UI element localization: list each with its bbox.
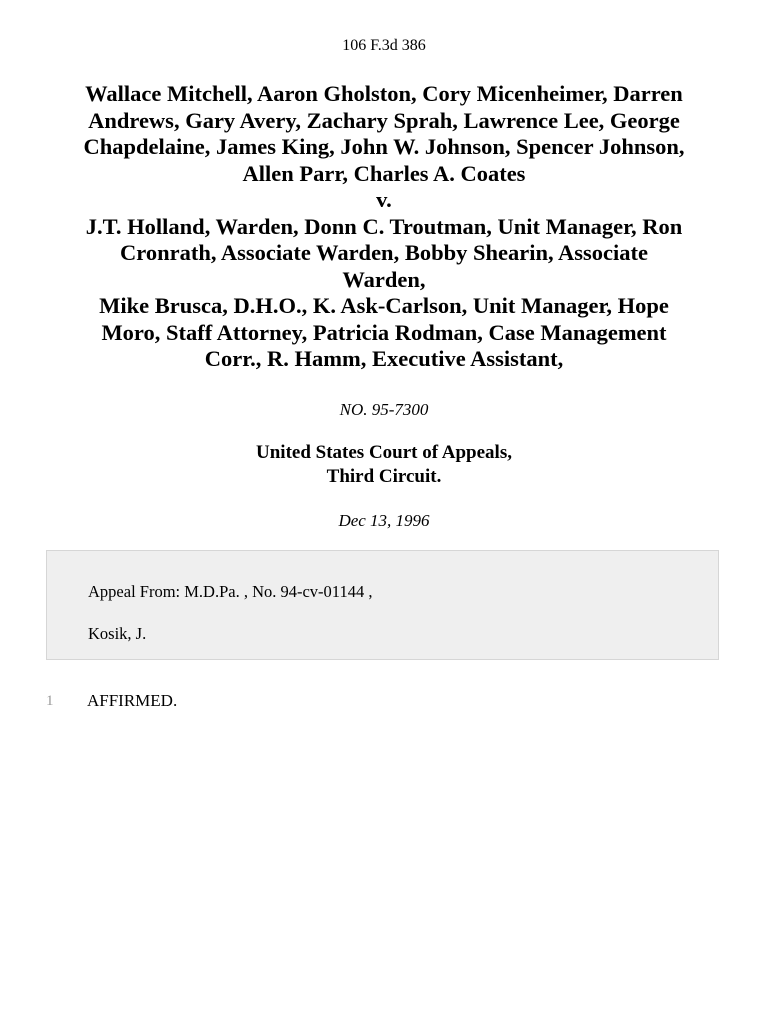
appellees-line: Warden, (342, 266, 426, 292)
judge-name: Kosik, J. (88, 624, 147, 643)
appellees-line: J.T. Holland, Warden, Donn C. Troutman, Unit Manager, Ron (85, 213, 683, 239)
versus-label: v. (376, 187, 392, 212)
case-citation: 106 F.3d 386 (342, 37, 426, 54)
docket-number: NO. 95-7300 (339, 400, 429, 419)
appellants-line: Andrews, Gary Avery, Zachary Sprah, Lawrence Lee, George (88, 107, 680, 133)
appeal-from-text: Appeal From: M.D.Pa. , No. 94-cv-01144 , (88, 582, 373, 601)
appellees-line: Cronrath, Associate Warden, Bobby Shearin, Associate (120, 240, 648, 265)
appellees-line: Mike Brusca, D.H.O., K. Ask-Carlson, Unit Manager, Hope (99, 293, 669, 318)
appellees-line: Moro, Staff Attorney, Patricia Rodman, Case Management (101, 319, 667, 345)
decision-date: Dec 13, 1996 (338, 511, 430, 530)
paragraph-text: AFFIRMED. (87, 691, 178, 710)
opinion-paragraph (0, 690, 768, 712)
case-parties (40, 81, 728, 373)
appellants-line: Wallace Mitchell, Aaron Gholston, Cory Micenheimer, Darren (85, 81, 683, 106)
appeal-info-box (46, 550, 719, 660)
court-name-line: United States Court of Appeals, (256, 442, 512, 463)
appellants-line: Allen Parr, Charles A. Coates (242, 160, 526, 186)
court-name (0, 441, 768, 489)
appellees-line: Corr., R. Hamm, Executive Assistant, (204, 346, 564, 371)
appellants-line: Chapdelaine, James King, John W. Johnson, Spencer Johnson, (83, 134, 685, 159)
paragraph-number: 1 (46, 693, 54, 709)
court-circuit-line: Third Circuit. (326, 466, 442, 487)
